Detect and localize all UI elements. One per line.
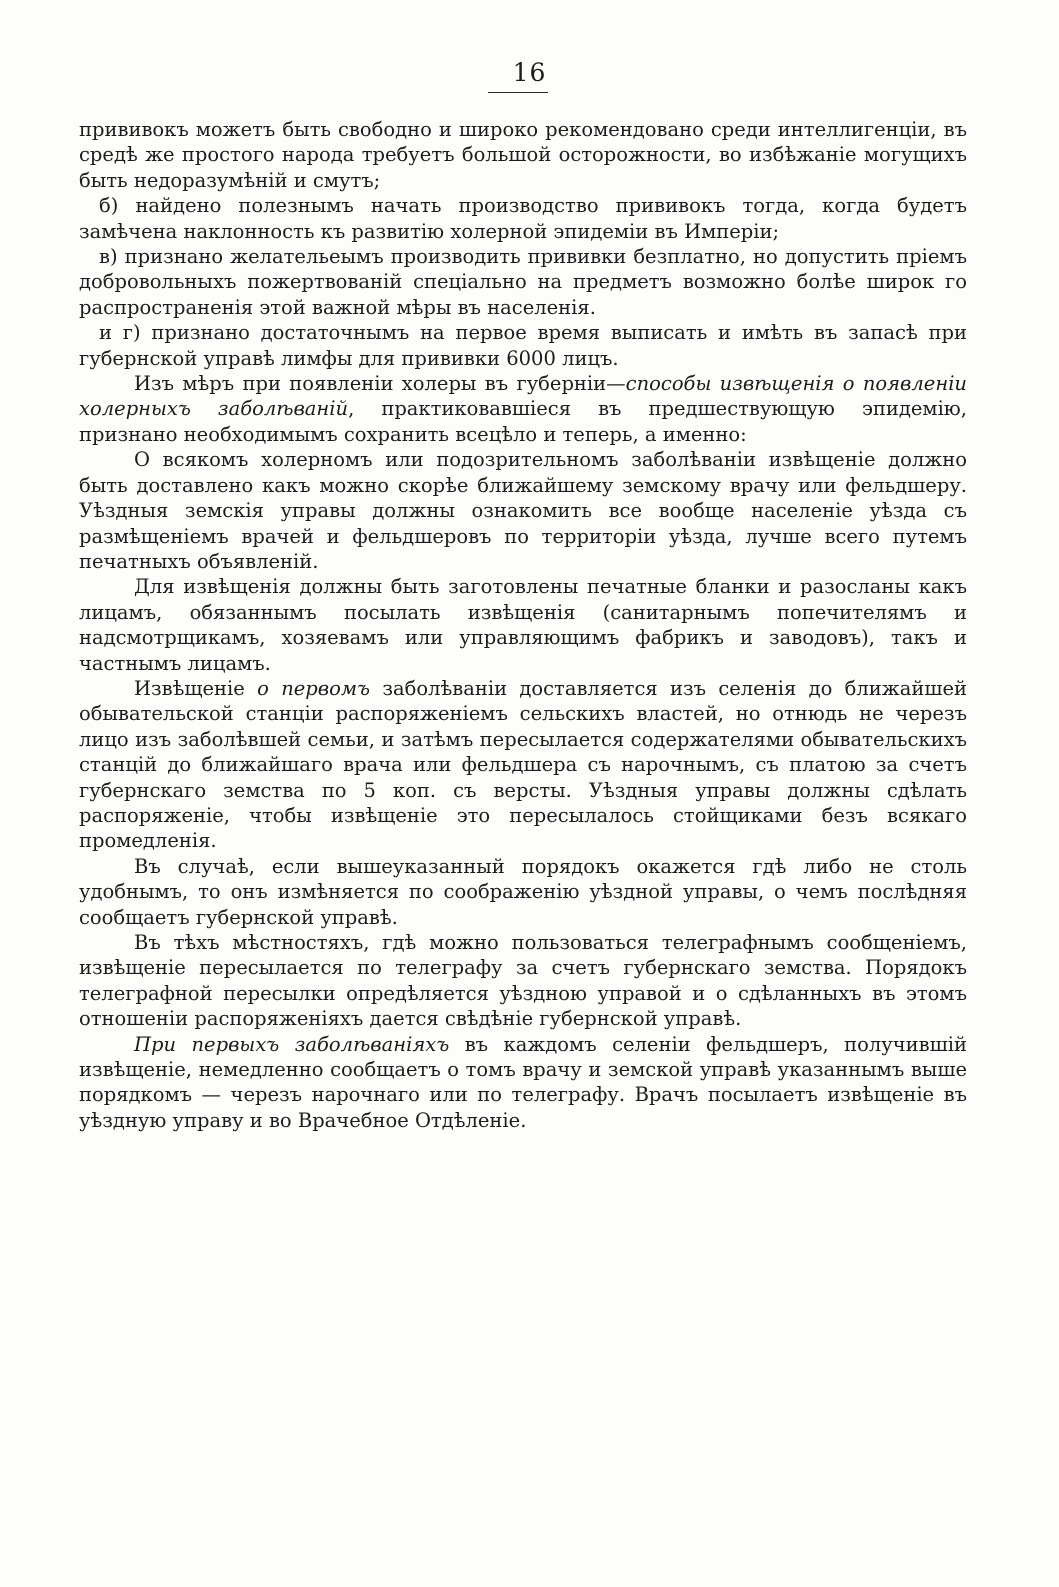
text-run: въ каждомъ селеніи фельдшеръ, получившій извѣщеніе, немедленно сообщаетъ о томъ врачу и земской управѣ указаннымъ выше порядкомъ — черезъ нарочнаго или по телеграфу. Врачъ посылаетъ извѣщеніе въ уѣздную управу и во Врачебное Отдѣленіе. xyxy=(79,1032,967,1132)
body-text xyxy=(79,117,967,1133)
paragraph-continuation: прививокъ можетъ быть свободно и широко рекомендовано среди интеллигенціи, въ средѣ же простого народа требуетъ большой осторожности, во избѣжаніе могущихъ быть недоразумѣній и смутъ; xyxy=(79,118,967,192)
italic-term: При первыхъ заболѣваніяхъ xyxy=(134,1032,450,1056)
paragraph-alternative-order: Въ случаѣ, если вышеуказанный порядокъ окажется гдѣ либо не столь удобнымъ, то онъ измѣняется по соображенію уѣздной управы, о чемъ послѣдняя сообщаетъ губернской управѣ. xyxy=(79,854,967,929)
text-run: заболѣваніи доставляется изъ селенія до ближайшей обывательской станціи распоряженіемъ сельскихъ властей, но отнюдь не черезъ лицо изъ заболѣвшей семьи, и затѣмъ пересылается содержателями обывательскихъ станцій до ближайшаго врача или фельдшера съ нарочнымъ, съ платою за счетъ губернскаго земства по 5 коп. съ версты. Уѣздныя управы должны сдѣлать распоряженіе, чтобы извѣщеніе это пересылалось стойщиками безъ всякаго промедленія. xyxy=(79,676,967,853)
text-run: Изъ мѣръ при появленіи холеры въ губерніи— xyxy=(134,372,626,396)
paragraph-item-b: б) найдено полезнымъ начать производство прививокъ тогда, когда будетъ замѣчена наклонность къ развитію холерной эпидеміи въ Имперіи; xyxy=(79,194,967,243)
paragraph-item-g: и г) признано достаточнымъ на первое время выписать и имѣть въ запасѣ при губернской управѣ лимфы для прививки 6000 лицъ. xyxy=(79,321,967,370)
text-run: Извѣщеніе xyxy=(134,676,258,700)
paragraph-item-v: в) признано желательеымъ производить прививки безплатно, но допустить пріемъ добровольныхъ пожертвованій спеціально на предметъ возможно болѣе широк го распространенія этой важной мѣры въ населенія. xyxy=(79,245,967,319)
paragraph-first-case xyxy=(79,676,967,854)
text-run: , практиковавшіеся въ предшествующую эпидемію, признано необходимымъ сохранить всецѣло и теперь, а именно: xyxy=(79,397,967,446)
italic-term: о первомъ xyxy=(257,676,371,700)
paragraph-notification-methods xyxy=(79,371,967,447)
paragraph-blanks: Для извѣщенія должны быть заготовлены печатные бланки и разосланы какъ лицамъ, обязаннымъ посылать извѣщенія (санитарнымъ попечителямъ и надсмотрщикамъ, хозяевамъ или управляющимъ фабрикъ и заводовъ), такъ и частнымъ лицамъ. xyxy=(79,575,967,675)
paragraph-first-cases xyxy=(79,1032,967,1134)
page-number: 16 xyxy=(512,58,547,87)
page-number-rule xyxy=(488,92,548,93)
paragraph-reporting: О всякомъ холерномъ или подозрительномъ заболѣваніи извѣщеніе должно быть доставлено какъ можно скорѣе ближайшему земскому врачу или фельдшеру. Уѣздныя земскія управы должны ознакомить все вообще населеніе уѣзда съ размѣщеніемъ врачей и фельдшеровъ по территоріи уѣзда, лучше всего путемъ печатныхъ объявленій. xyxy=(79,448,967,573)
italic-term: способы извѣщенія о появленіи холерныхъ заболѣваній xyxy=(79,372,967,421)
paragraph-telegraph: Въ тѣхъ мѣстностяхъ, гдѣ можно пользоваться телеграфнымъ сообщеніемъ, извѣщеніе пересылается по телеграфу за счетъ губернскаго земства. Порядокъ телеграфной пересылки опредѣляется уѣздною управой и о сдѣланныхъ въ этомъ отношеніи распоряженіяхъ дается свѣдѣніе губернской управѣ. xyxy=(79,931,967,1031)
